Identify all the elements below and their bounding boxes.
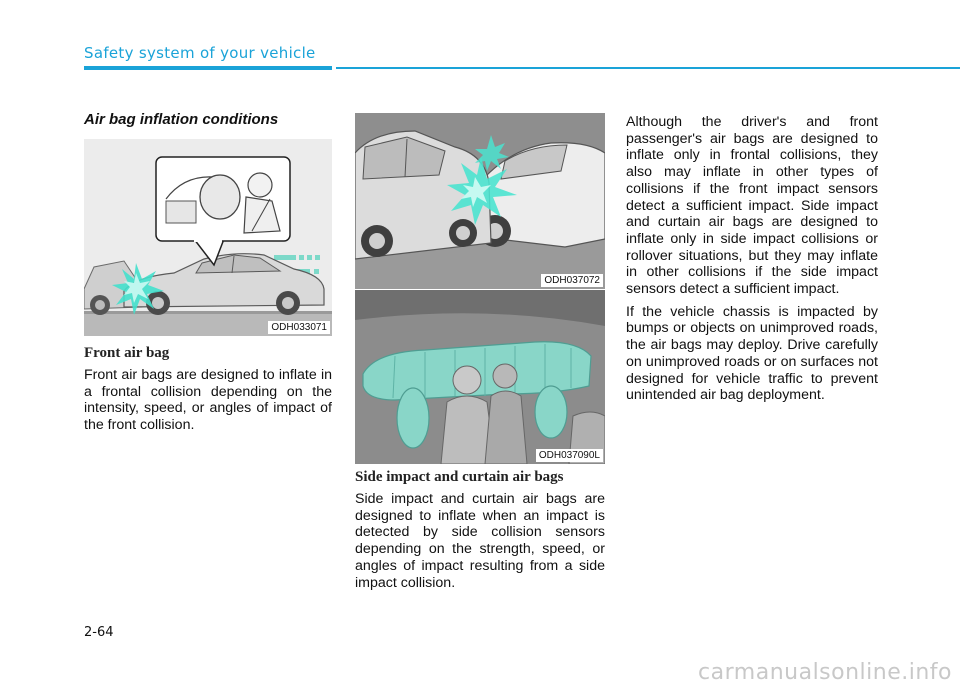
front-air-bag-heading: Front air bag xyxy=(84,345,170,361)
side-curtain-text xyxy=(355,491,605,597)
right-column-paragraph-1: Although the driver's and front passenger's air bags are designed to inflate only in frontal collisions, they also may inflate in other types of collisions if the front impact sensors detect a sufficient impact. Side impact and curtain air bags are designed to inflate only in side impact collisions or rollover situations, but they may inflate in other collisions if the side impact sensors detect a sufficient impact. xyxy=(626,114,878,298)
front-air-bag-text xyxy=(84,367,332,440)
front-collision-illustration xyxy=(84,139,332,336)
figure-code-curtain: ODH037090L xyxy=(536,449,603,462)
section-header-title: Safety system of your vehicle xyxy=(84,44,316,62)
figure-code-side-collision: ODH037072 xyxy=(541,274,603,287)
header-rule-thin xyxy=(336,67,960,69)
watermark: carmanualsonline.info xyxy=(698,660,952,685)
side-curtain-paragraph: Side impact and curtain air bags are designed to inflate when an impact is detected by side collision sensors depending on the strength, speed, or angles of impact resulting from a side impact collision. xyxy=(355,491,605,591)
right-column-paragraph-2: If the vehicle chassis is impacted by bumps or objects on unimproved roads, the air bags may deploy. Drive carefully on unimproved roads or on surfaces not designed for vehicle traffic to prevent unintended air bag deployment. xyxy=(626,303,878,404)
right-column-text xyxy=(626,114,878,410)
header-rule-thick xyxy=(84,66,332,70)
side-collision-drawing xyxy=(355,113,605,289)
front-air-bag-paragraph: Front air bags are designed to inflate in a frontal collision depending on the intensity, speed, or angles of impact of the front collision. xyxy=(84,367,332,434)
page-number: 2-64 xyxy=(84,625,114,640)
side-collision-illustration xyxy=(355,113,605,289)
figure-code-front: ODH033071 xyxy=(268,321,330,334)
side-curtain-heading: Side impact and curtain air bags xyxy=(355,469,564,485)
curtain-air-bag-drawing xyxy=(355,290,605,464)
front-collision-drawing xyxy=(84,139,332,336)
curtain-air-bag-illustration xyxy=(355,290,605,464)
section-title: Air bag inflation conditions xyxy=(84,111,279,128)
